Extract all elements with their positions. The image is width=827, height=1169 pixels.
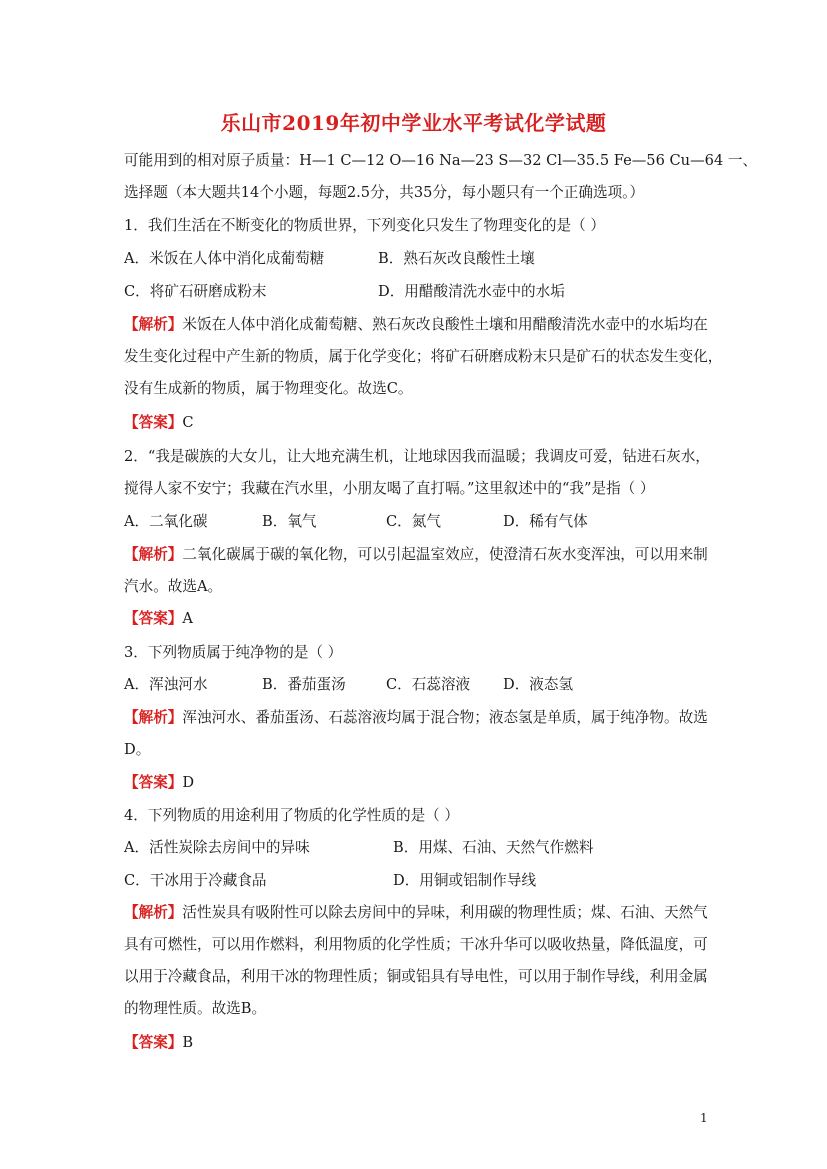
page-title: 乐山市2019年初中学业水平考试化学试题	[220, 111, 607, 135]
q2-stem-line-1: 2．“我是碳族的大女儿，让大地充满生机，让地球因我而温暖；我调皮可爱，钻进石灰水，	[124, 448, 710, 465]
answer-label: 【答案】	[124, 1034, 183, 1051]
q2-answer: 【答案】A	[124, 610, 193, 627]
analysis-label: 【解析】	[124, 904, 183, 921]
analysis-label: 【解析】	[124, 316, 183, 333]
q4-analysis-line-3: 以用于冷藏食品，利用干冰的物理性质；铜或铝具有导电性，可以用于制作导线，利用金属	[124, 968, 708, 985]
q2-analysis-line-1: 【解析】二氧化碳属于碳的氧化物，可以引起温室效应，使澄清石灰水变浑浊，可以用来制	[124, 546, 708, 563]
q1-option-d: D．用醋酸清洗水壶中的水垢	[378, 283, 565, 300]
q3-analysis-line-2: D。	[124, 741, 151, 758]
q3-stem: 3．下列物质属于纯净物的是（ ）	[124, 644, 343, 661]
q4-option-a: A．活性炭除去房间中的异味	[124, 839, 310, 856]
q2-option-d: D．稀有气体	[503, 513, 588, 530]
q1-analysis-line-1: 【解析】米饭在人体中消化成葡萄糖、熟石灰改良酸性土壤和用醋酸清洗水壶中的水垢均在	[124, 316, 708, 333]
q4-option-d: D．用铜或铝制作导线	[393, 872, 537, 889]
q1-option-a: A．米饭在人体中消化成葡萄糖	[124, 250, 325, 267]
q2-analysis-line-2: 汽水。故选A。	[124, 578, 223, 595]
q4-option-b: B．用煤、石油、天然气作燃料	[393, 839, 594, 856]
q1-analysis-line-2: 发生变化过程中产生新的物质，属于化学变化；将矿石研磨成粉末只是矿石的状态发生变化，	[124, 348, 723, 365]
q4-analysis-line-1: 【解析】活性炭具有吸附性可以除去房间中的异味，利用碳的物理性质；煤、石油、天然气	[124, 904, 708, 921]
q2-option-b: B．氧气	[262, 513, 317, 530]
q1-answer: 【答案】C	[124, 414, 194, 431]
q3-option-b: B．番茄蛋汤	[262, 676, 346, 693]
q4-answer: 【答案】B	[124, 1034, 194, 1051]
q2-option-a: A．二氧化碳	[124, 513, 208, 530]
q3-option-a: A．浑浊河水	[124, 676, 208, 693]
q1-analysis-line-3: 没有生成新的物质，属于物理变化。故选C。	[124, 380, 413, 397]
q3-option-c: C．石蕊溶液	[386, 676, 471, 693]
q3-analysis-line-1: 【解析】浑浊河水、番茄蛋汤、石蕊溶液均属于混合物；液态氢是单质，属于纯净物。故选	[124, 709, 708, 726]
q1-option-c: C．将矿石研磨成粉末	[124, 283, 267, 300]
q2-stem-line-2: 搅得人家不安宁；我藏在汽水里，小朋友喝了直打嗝。”这里叙述中的“我”是指（ ）	[124, 480, 655, 497]
intro-line-1: 可能用到的相对原子质量：H—1 C—12 O—16 Na—23 S—32 Cl—35.5 Fe—56 Cu—64 一、	[124, 152, 758, 169]
q2-option-c: C．氮气	[386, 513, 441, 530]
q4-stem: 4．下列物质的用途利用了物质的化学性质的是（ ）	[124, 807, 459, 824]
q4-analysis-line-4: 的物理性质。故选B。	[124, 1000, 267, 1017]
q4-option-c: C．干冰用于冷藏食品	[124, 872, 267, 889]
analysis-label: 【解析】	[124, 546, 183, 563]
page-number: 1	[700, 1111, 708, 1125]
analysis-label: 【解析】	[124, 709, 183, 726]
q4-analysis-line-2: 具有可燃性，可以用作燃料，利用物质的化学性质；干冰升华可以吸收热量，降低温度，可	[124, 936, 708, 953]
answer-label: 【答案】	[124, 774, 183, 791]
q3-answer: 【答案】D	[124, 774, 195, 791]
q1-option-b: B．熟石灰改良酸性土壤	[378, 250, 535, 267]
intro-line-2: 选择题（本大题共14个小题，每题2.5分，共35分，每小题只有一个正确选项。）	[124, 184, 645, 201]
q1-stem: 1．我们生活在不断变化的物质世界，下列变化只发生了物理变化的是（ ）	[124, 217, 605, 234]
answer-label: 【答案】	[124, 414, 183, 431]
answer-label: 【答案】	[124, 610, 183, 627]
q3-option-d: D．液态氢	[503, 676, 574, 693]
